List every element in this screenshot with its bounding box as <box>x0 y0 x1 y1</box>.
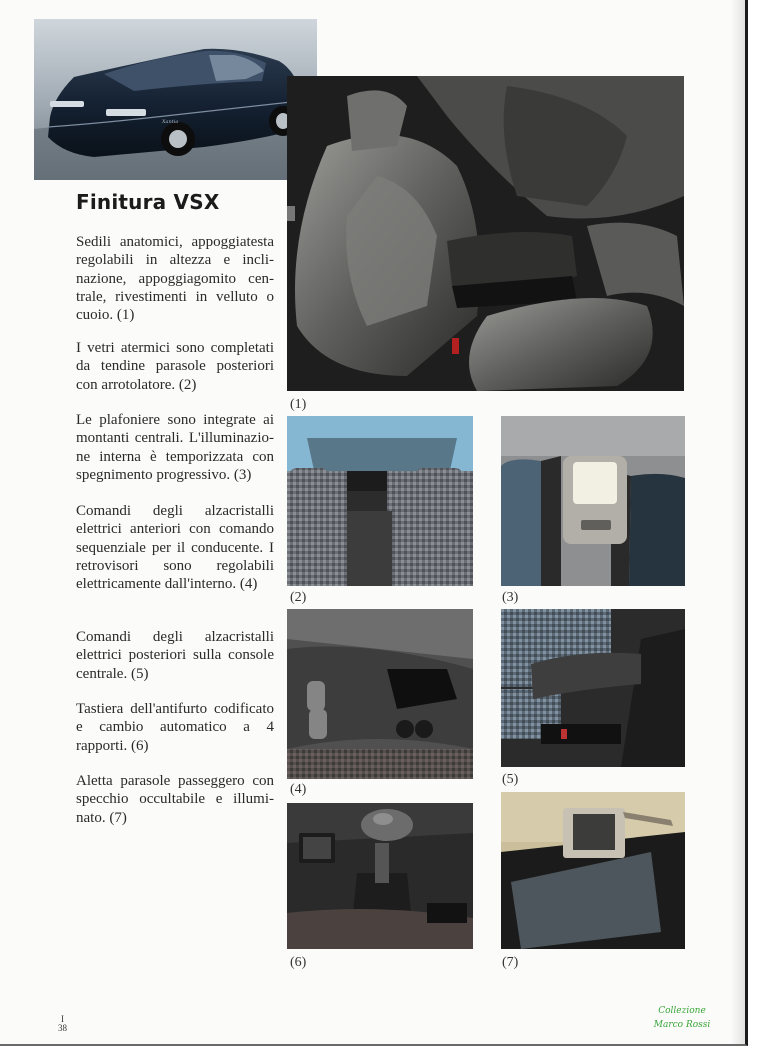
photo-2-rear-blind <box>287 416 473 586</box>
photo-7-sun-visor <box>501 792 685 949</box>
paragraph-lights: Le plafoniere sono integrate ai montanti centrali. L'illuminazione interna è temporizzata con spegnimento progressivo. (3) <box>76 412 274 483</box>
caption-3: (3) <box>502 590 519 605</box>
collection-watermark <box>632 1004 732 1032</box>
caption-4: (4) <box>290 782 307 797</box>
page-number <box>58 1015 67 1033</box>
page-title: Finitura VSX <box>76 190 220 214</box>
photo-3-dome-light <box>501 416 685 586</box>
paragraph-front-windows: Comandi degli alzacristalli elettrici anteriori con comando sequenziale per il conducente. I retrovisori sono regolabili elettricamente dall'interno. (4) <box>76 503 274 593</box>
watermark-line-1: Collezione <box>658 1006 706 1016</box>
page-edge-shadow <box>731 0 745 1044</box>
paragraph-rear-windows: Comandi degli alzacristalli elettrici posteriori sulla console centrale. (5) <box>76 629 274 682</box>
car-photo <box>34 19 317 180</box>
photo-1-seats <box>287 76 684 391</box>
photo-5-armrest <box>501 609 685 767</box>
caption-2: (2) <box>290 590 307 605</box>
paragraph-windows: I vetri atermici sono completati da tendine parasole posteriori con arrotolatore. (2) <box>76 340 274 393</box>
page-number-value: 38 <box>58 1023 67 1033</box>
paragraph-seats: Sedili anatomici, appoggiatesta regolabili in altezza e inclinazione, appoggiagomito centrale, rivestimenti in velluto o cuoio. (1) <box>76 234 274 324</box>
photo-6-gear-lever <box>287 803 473 949</box>
caption-7: (7) <box>502 955 519 970</box>
caption-5: (5) <box>502 772 519 787</box>
paragraph-keypad: Tastiera dell'antifurto codificato e cambio automatico a 4 rapporti. (6) <box>76 701 274 754</box>
caption-6: (6) <box>290 955 307 970</box>
car-badge: Xantia <box>162 119 179 125</box>
photo-4-door-controls <box>287 609 473 779</box>
caption-1: (1) <box>290 397 307 412</box>
paragraph-sunvisor: Aletta parasole passeggero con specchio occultabile e illuminato. (7) <box>76 773 274 826</box>
page-section: I <box>61 1014 64 1024</box>
watermark-line-2: Marco Rossi <box>653 1020 711 1030</box>
